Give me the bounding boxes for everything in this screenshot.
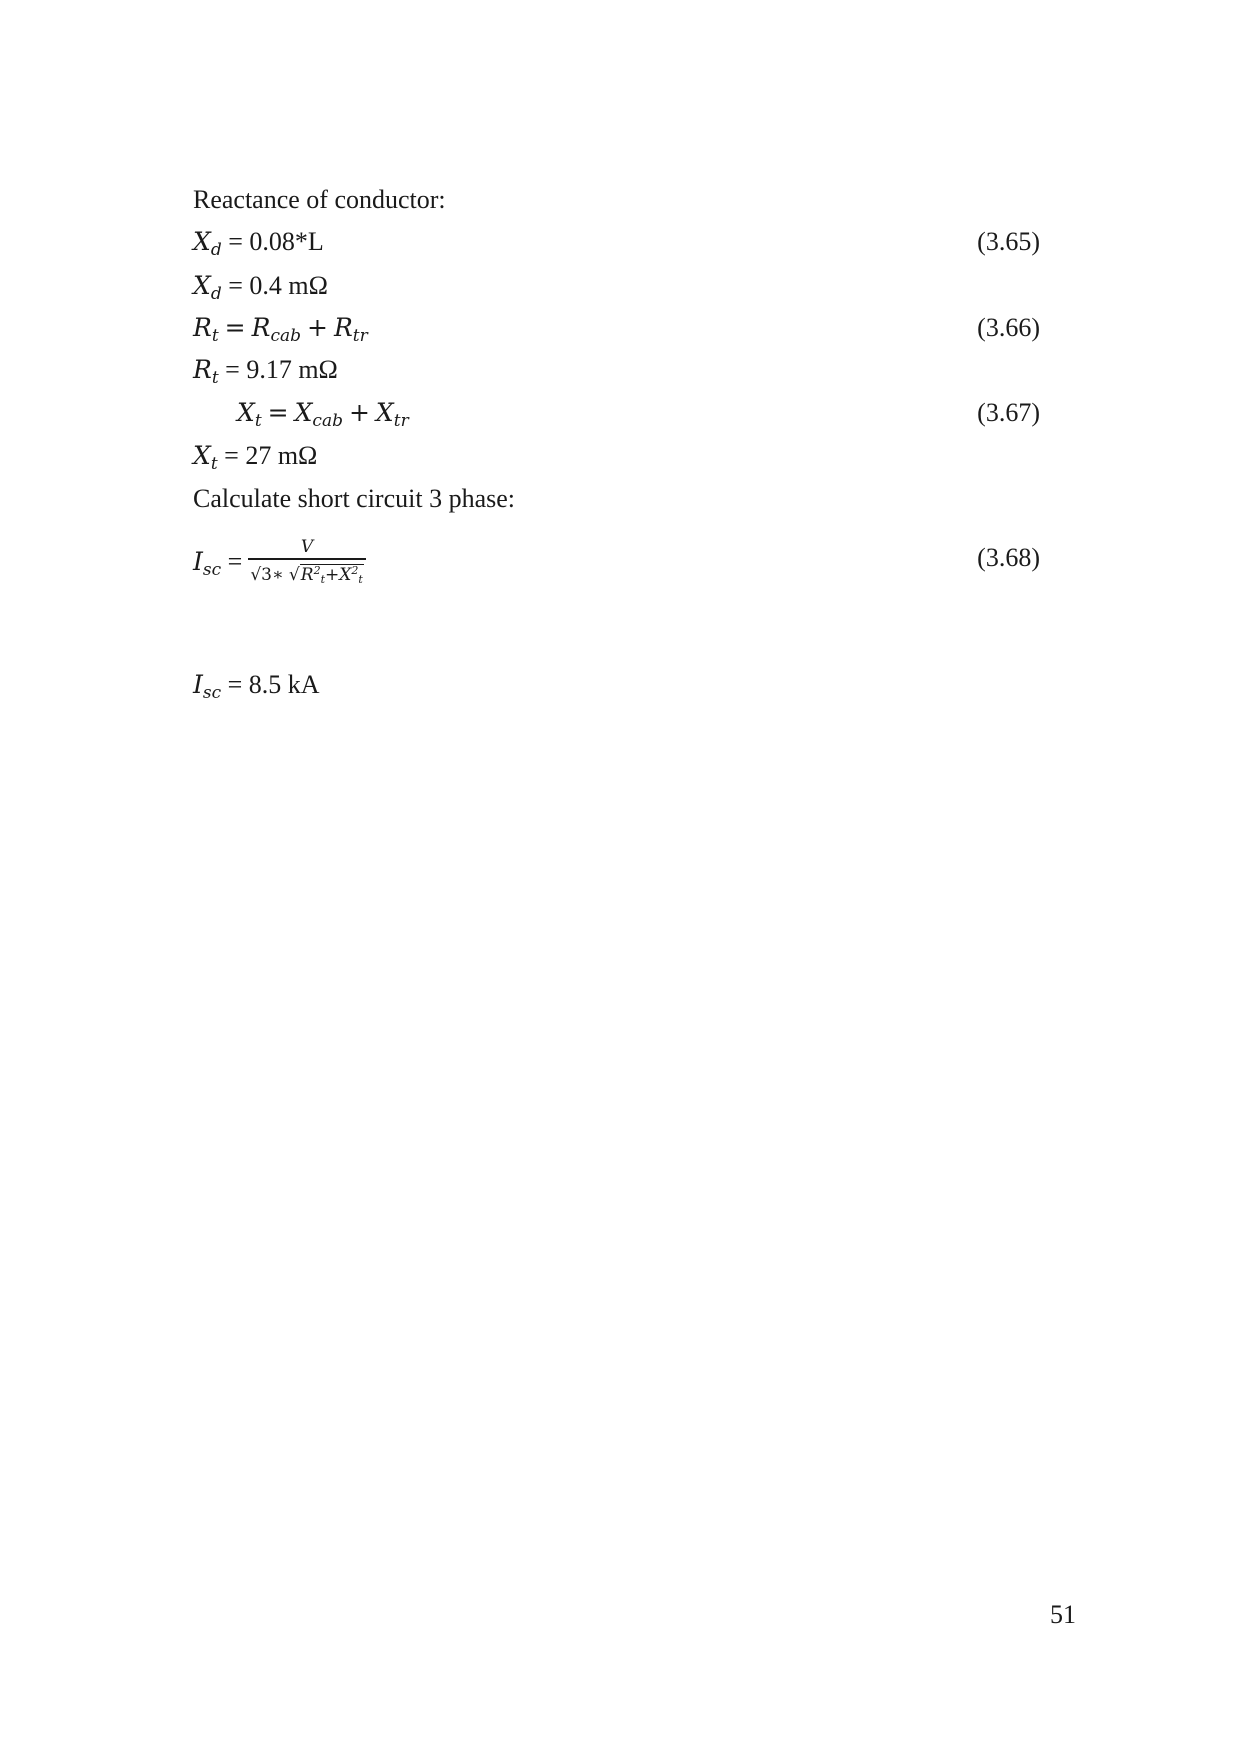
result-xd: $X_d = 0.4$ mΩ <box>193 271 328 304</box>
symbol-rcab: $R_{cab}$ <box>251 313 301 346</box>
symbol-isc: $I_{sc}$ <box>193 547 222 580</box>
equation-3-66: $R_t = R_{cab} + R_{tr}$ (3.66) <box>193 308 1040 348</box>
equation-3-65: $X_d = 0.08*L$ (3.65) <box>193 222 1040 262</box>
symbol-xt: $X_t$ <box>193 441 218 474</box>
symbol-xt: $X_t$ <box>237 398 262 431</box>
equation-3-67: $X_t = X_{cab} + X_{tr}$ (3.67) <box>193 393 1040 433</box>
symbol-rt: $R_t$ <box>193 313 219 346</box>
radicand: $R^2_t+X^2_t$ <box>300 564 363 587</box>
fraction-numerator: V <box>248 536 365 560</box>
equation-number: (3.68) <box>977 543 1040 572</box>
heading-reactance: Reactance of conductor: <box>193 185 446 214</box>
result-xt: $X_t = 27$ mΩ <box>193 441 318 474</box>
equation-number: (3.66) <box>977 313 1040 342</box>
symbol-xd: $X_d$ <box>193 271 222 304</box>
symbol-rtr: $R_{tr}$ <box>333 313 368 346</box>
symbol-xtr: $X_{tr}$ <box>375 398 409 431</box>
symbol-xd: $X_d$ <box>193 227 222 260</box>
result-isc: $I_{sc} = 8.5$ kA <box>193 670 320 703</box>
page-number: 51 <box>1050 1600 1076 1629</box>
fraction-denominator: √3∗ $√R^2_t+X^2_t$ <box>250 564 363 587</box>
result-rt: $R_t = 9.17$ mΩ <box>193 355 338 388</box>
fraction <box>248 536 365 588</box>
symbol-rt: $R_t$ <box>193 355 219 388</box>
heading-short-circuit: Calculate short circuit 3 phase: <box>193 484 516 513</box>
symbol-isc: $I_{sc}$ <box>193 670 222 703</box>
equation-number: (3.65) <box>977 227 1040 256</box>
equation-3-68: $I_{sc}$ = $\frac{V}{√3∗ √R^2_t+X^2_t}$ (3.68) <box>193 537 1040 587</box>
symbol-xcab: $X_{cab}$ <box>294 398 343 431</box>
equation-number: (3.67) <box>977 398 1040 427</box>
